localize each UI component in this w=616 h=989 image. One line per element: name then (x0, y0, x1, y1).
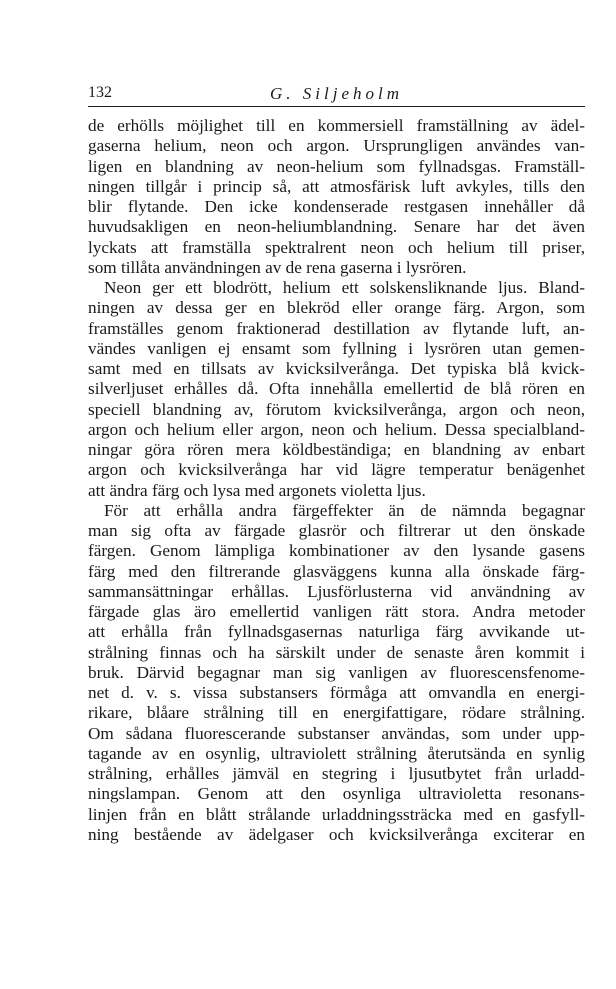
paragraph (88, 116, 585, 278)
text-line: argon och helium eller argon, neon och helium. Dessa specialbland- (88, 419, 585, 439)
text-line: blir flytande. Den icke kondenserade restgasen innehåller då (88, 197, 585, 216)
text-line: lyckats att framställa spektralrent neon och helium till priser, (88, 237, 585, 257)
page-number: 132 (88, 84, 112, 101)
text-line: vändes vanligen ej ensamt som fyllning i lysrören utan gemen- (88, 338, 585, 358)
body-text (88, 116, 585, 845)
text-line: färgade glas äro emellertid vanligen rätt stora. Andra metoder (88, 602, 585, 621)
text-line: silverljuset erhålles då. Ofta innehålla emellertid de blå rören en (88, 379, 585, 399)
text-line: gaserna helium, neon och argon. Ursprungligen användes van- (88, 136, 585, 156)
text-line: sammansättningar erhållas. Ljusförlusterna vid användning av (88, 581, 585, 601)
text-line: huvudsakligen en neon-heliumblandning. Senare har det även (88, 217, 585, 237)
text-line: färg med den filtrerande glasväggens kunna alla önskade färg- (88, 561, 585, 581)
running-header (88, 84, 585, 107)
text-line: samt med en tillsats av kvicksilverånga. Det typiska blå kvick- (88, 359, 585, 378)
text-line: som tillåta användningen av de rena gaserna i lysrören. (88, 257, 467, 277)
text-line: För att erhålla andra färgeffekter än de nämnda begagnar (104, 500, 585, 520)
text-line: man sig ofta av färgade glasrör och filtrerar ut den önskade (88, 521, 585, 540)
text-line: strålning, erhålles jämväl en stegring i ljusutbytet från urladd- (88, 764, 585, 783)
text-line: att erhålla från fyllnadsgasernas naturliga färg avvikande ut- (88, 622, 585, 642)
text-line: bruk. Därvid begagnar man sig vanligen av fluorescensfenome- (88, 662, 585, 682)
text-line: tagande av en osynlig, ultraviolett strålning återutsända en synlig (88, 743, 585, 763)
running-title: G. Siljeholm (270, 84, 403, 103)
text-line: net d. v. s. vissa substansers förmåga att omvandla en energi- (88, 683, 585, 702)
text-line: Neon ger ett blodrött, helium ett solskensliknande ljus. Bland- (104, 278, 585, 297)
text-line: rikare, blåare strålning till en energifattigare, rödare strålning. (88, 703, 585, 723)
text-line: Om sådana fluorescerande substanser användas, som under upp- (88, 723, 585, 743)
text-line: färgen. Genom lämpliga kombinationer av den lysande gasens (88, 541, 585, 561)
text-line: strålning finnas och ha särskilt under de senaste åren kommit i (88, 642, 585, 662)
text-line: ning bestående av ädelgaser och kvicksilverånga exciterar en (88, 824, 585, 844)
text-line: ningslampan. Genom att den osynliga ultravioletta resonans- (88, 784, 585, 804)
text-line: de erhölls möjlighet till en kommersiell framställning av ädel- (88, 116, 585, 135)
text-line: linjen från en blått strålande urladdningssträcka med en gasfyll- (88, 804, 585, 824)
text-line: ningen tillgår i princip så, att atmosfärisk luft avkyles, tills den (88, 176, 585, 196)
text-line: speciell blandning av, förutom kvicksilverånga, argon och neon, (88, 399, 585, 419)
paragraph (88, 278, 585, 501)
text-line: ningar göra rören mera köldbeständiga; en blandning av enbart (88, 440, 585, 459)
text-line: ligen en blandning av neon-helium som fyllnadsgas. Framställ- (88, 156, 585, 176)
text-line: argon och kvicksilverånga har vid lägre temperatur benägenhet (88, 460, 585, 480)
text-line: framställes genom fraktionerad destillation av flytande luft, an- (88, 318, 585, 338)
paragraph (88, 501, 585, 845)
text-line: att ändra färg och lysa med argonets violetta ljus. (88, 480, 426, 500)
text-line: ningen av dessa ger en blekröd eller orange färg. Argon, som (88, 298, 585, 318)
